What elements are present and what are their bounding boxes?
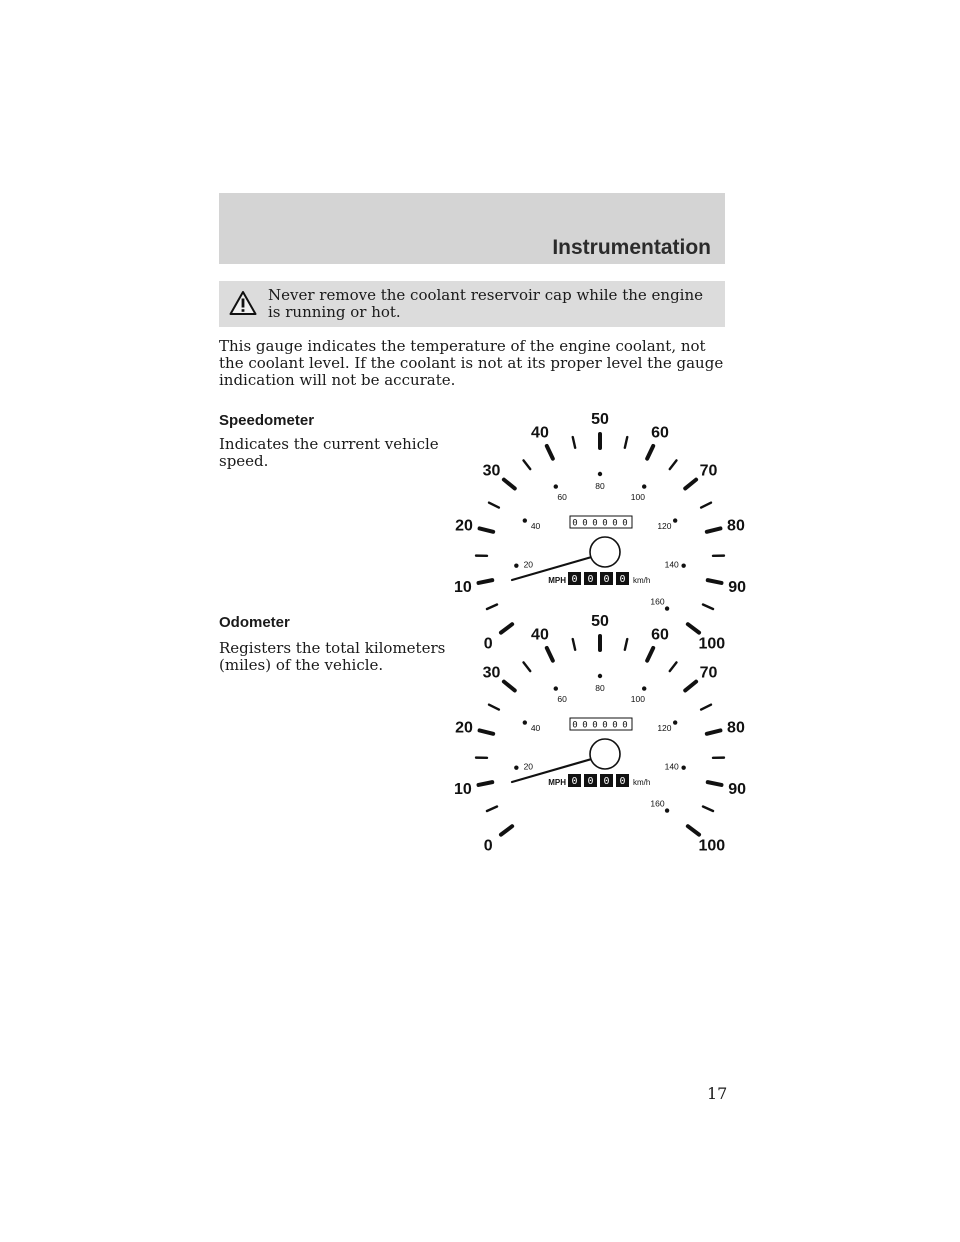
- kmh-label: 60: [557, 693, 567, 704]
- mph-tick: [701, 503, 711, 508]
- kmh-dot: [642, 484, 646, 488]
- odometer-digit: 0: [582, 720, 588, 731]
- kmh-dot: [665, 606, 669, 610]
- mph-tick: [489, 705, 499, 710]
- mph-label: 100: [698, 635, 726, 653]
- mph-label: 40: [531, 424, 549, 442]
- kmh-dot: [673, 720, 677, 724]
- kmh-label: 160: [650, 596, 665, 607]
- odometer-description: Registers the total kilometers (miles) of the vehicle.: [219, 639, 446, 674]
- mph-tick: [573, 437, 575, 448]
- section-title: Instrumentation: [552, 236, 711, 259]
- mph-tick: [707, 528, 721, 531]
- mph-tick: [487, 807, 497, 812]
- mph-label: 30: [482, 462, 501, 480]
- kmh-label: 140: [664, 761, 679, 772]
- mph-label: 10: [453, 579, 472, 597]
- mph-tick: [685, 480, 696, 489]
- mph-tick: [523, 460, 530, 469]
- mph-label: 10: [453, 781, 472, 799]
- page-number: 17: [707, 1084, 728, 1103]
- mph-label: 30: [482, 664, 501, 682]
- kmh-dot: [514, 765, 518, 769]
- mph-unit-label: MPH: [548, 778, 566, 787]
- kmh-label: 120: [657, 520, 672, 531]
- speedometer-description: Indicates the current vehicle speed.: [219, 435, 439, 470]
- mph-tick: [670, 662, 677, 671]
- speedometer-gauge: [453, 411, 747, 653]
- speedometer-heading: Speedometer: [219, 412, 315, 429]
- mph-tick: [523, 662, 530, 671]
- warning-text: Never remove the coolant reservoir cap while the engine is running or hot.: [268, 286, 703, 321]
- mph-tick: [708, 782, 722, 785]
- trip-digit: 0: [619, 776, 626, 787]
- mph-unit-label: MPH: [548, 576, 566, 585]
- mph-label: 20: [455, 719, 473, 737]
- mph-tick: [647, 648, 653, 661]
- mph-tick: [625, 639, 627, 650]
- coolant-gauge-paragraph: This gauge indicates the temperature of the engine coolant, not the coolant level. If the coolant is not at its proper level the gauge indication will not be accurate.: [219, 337, 724, 389]
- kmh-label: 60: [557, 491, 567, 502]
- odometer-digit: 0: [612, 518, 618, 529]
- kmh-dot: [642, 686, 646, 690]
- odometer-digit: 0: [572, 720, 578, 731]
- kmh-dot: [681, 765, 685, 769]
- kmh-label: 20: [523, 761, 534, 772]
- kmh-dot: [554, 686, 558, 690]
- odometer-digit: 0: [622, 518, 628, 529]
- odometer-digit: 0: [582, 518, 588, 529]
- trip-digit: 0: [571, 776, 578, 787]
- mph-tick: [701, 705, 711, 710]
- trip-digit: 0: [603, 574, 610, 585]
- kmh-unit-label: km/h: [633, 576, 651, 585]
- section-header-band: [219, 193, 725, 264]
- mph-tick: [703, 605, 713, 610]
- mph-label: 70: [699, 462, 718, 480]
- kmh-label: 140: [664, 559, 679, 570]
- mph-label: 90: [728, 781, 747, 799]
- kmh-dot: [554, 484, 558, 488]
- odometer-digit: 0: [622, 720, 628, 731]
- trip-digit: 0: [587, 776, 594, 787]
- trip-digit: 0: [587, 574, 594, 585]
- trip-digit: 0: [603, 776, 610, 787]
- mph-label: 0: [483, 635, 493, 653]
- mph-label: 0: [483, 837, 493, 855]
- mph-tick: [487, 605, 497, 610]
- needle-pivot: [590, 537, 620, 567]
- odometer-heading: Odometer: [219, 614, 290, 631]
- mph-label: 50: [591, 613, 609, 630]
- mph-tick: [504, 480, 515, 489]
- trip-digit: 0: [571, 574, 578, 585]
- odometer-figure: [453, 613, 747, 855]
- warning-triangle-icon: [229, 290, 257, 316]
- kmh-dot: [523, 720, 527, 724]
- mph-tick: [547, 648, 553, 661]
- mph-tick: [547, 446, 553, 459]
- odometer-gauge: [453, 613, 747, 855]
- odometer-digit: 0: [572, 518, 578, 529]
- kmh-dot: [523, 518, 527, 522]
- kmh-label: 100: [630, 491, 645, 502]
- kmh-dot: [665, 808, 669, 812]
- kmh-label: 100: [630, 693, 645, 704]
- kmh-label: 80: [595, 683, 605, 693]
- mph-tick: [504, 682, 515, 691]
- mph-tick: [625, 437, 627, 448]
- trip-digit: 0: [619, 574, 626, 585]
- mph-tick: [501, 826, 512, 834]
- mph-label: 40: [531, 626, 549, 644]
- kmh-label: 20: [523, 559, 534, 570]
- mph-tick: [688, 826, 699, 834]
- odometer-digit: 0: [602, 518, 608, 529]
- mph-tick: [703, 807, 713, 812]
- warning-box: [219, 281, 725, 327]
- kmh-dot: [514, 563, 518, 567]
- kmh-dot: [673, 518, 677, 522]
- kmh-dot: [681, 563, 685, 567]
- mph-label: 60: [651, 626, 669, 644]
- odometer-digit: 0: [612, 720, 618, 731]
- mph-tick: [670, 460, 677, 469]
- mph-label: 20: [455, 517, 473, 535]
- kmh-dot: [598, 674, 602, 678]
- speedometer-figure: [453, 411, 747, 653]
- mph-tick: [707, 730, 721, 733]
- kmh-label: 40: [530, 722, 541, 733]
- kmh-dot: [598, 472, 602, 476]
- mph-tick: [479, 580, 493, 583]
- mph-label: 60: [651, 424, 669, 442]
- mph-label: 70: [699, 664, 718, 682]
- mph-label: 90: [728, 579, 747, 597]
- mph-label: 100: [698, 837, 726, 855]
- mph-tick: [647, 446, 653, 459]
- mph-tick: [573, 639, 575, 650]
- kmh-label: 40: [530, 520, 541, 531]
- mph-tick: [708, 580, 722, 583]
- mph-label: 50: [591, 411, 609, 428]
- needle-pivot: [590, 739, 620, 769]
- mph-label: 80: [727, 517, 745, 535]
- mph-tick: [480, 528, 494, 531]
- mph-label: 80: [727, 719, 745, 737]
- kmh-label: 160: [650, 798, 665, 809]
- mph-tick: [479, 782, 493, 785]
- odometer-digit: 0: [592, 720, 598, 731]
- kmh-label: 80: [595, 481, 605, 491]
- kmh-label: 120: [657, 722, 672, 733]
- odometer-digit: 0: [592, 518, 598, 529]
- odometer-digit: 0: [602, 720, 608, 731]
- kmh-unit-label: km/h: [633, 778, 651, 787]
- mph-tick: [480, 730, 494, 733]
- mph-tick: [489, 503, 499, 508]
- mph-tick: [685, 682, 696, 691]
